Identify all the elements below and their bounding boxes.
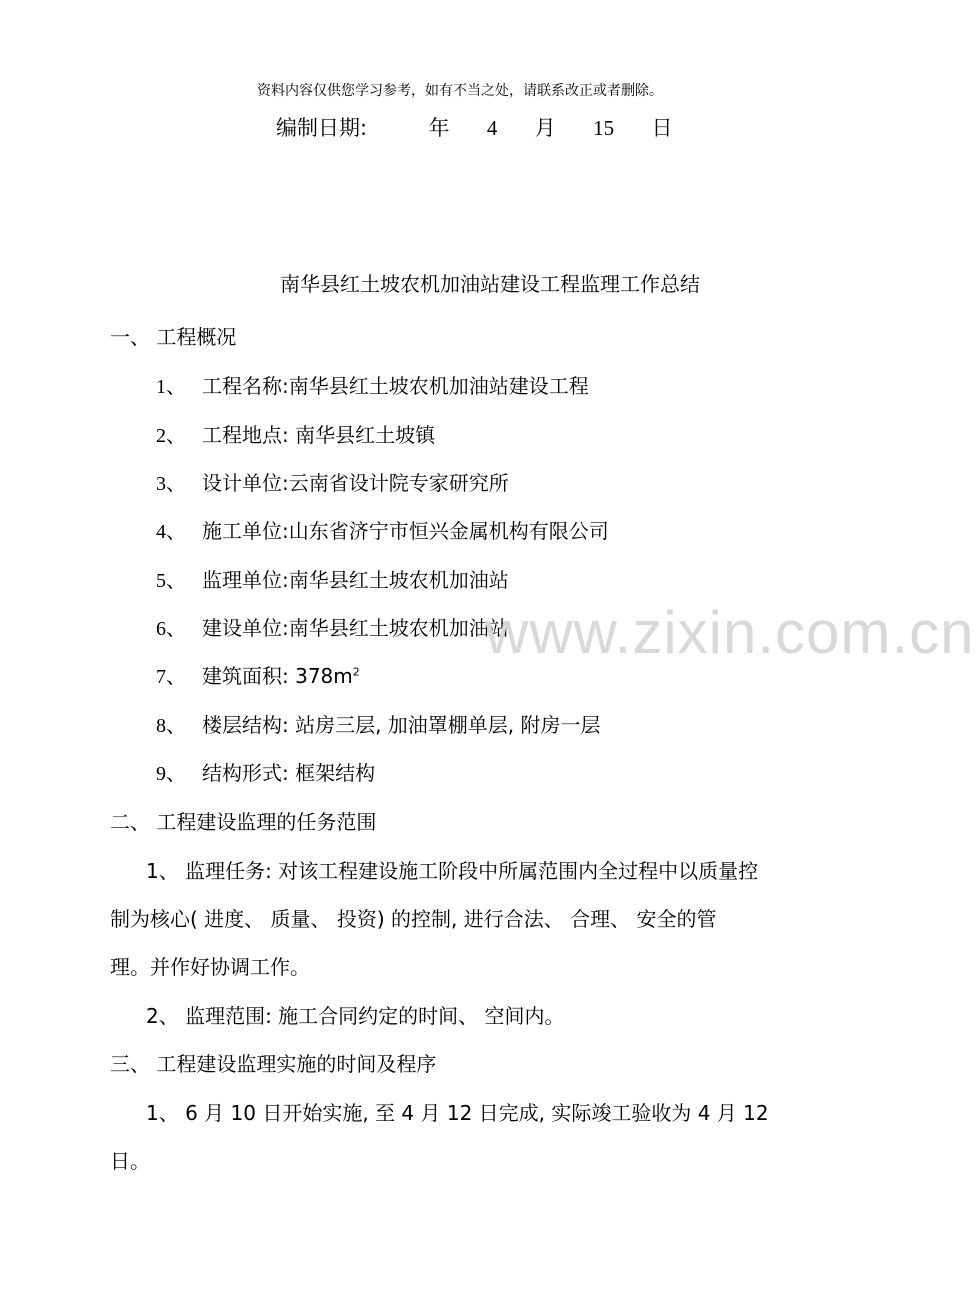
item-number: 9、 — [156, 763, 186, 785]
section2-heading: 二、 工程建设监理的任务范围 — [110, 810, 377, 834]
list-item — [156, 709, 601, 738]
item-number: 3、 — [156, 473, 186, 495]
list-item — [156, 419, 435, 448]
item-number: 8、 — [156, 715, 186, 737]
item-number: 7、 — [156, 666, 186, 688]
disclaimer-notice: 资料内容仅供您学习参考，如有不当之处，请联系改正或者删除。 — [257, 83, 663, 99]
date-year-label: 年 — [428, 116, 450, 140]
date-month-label: 月 — [534, 116, 556, 140]
date-month: 4 — [486, 116, 498, 140]
item-text: 建筑面积: 378m — [202, 664, 353, 688]
date-label: 编制日期: — [276, 116, 368, 140]
item-text: 结构形式: 框架结构 — [202, 761, 376, 785]
section3-heading: 三、 工程建设监理实施的时间及程序 — [110, 1052, 437, 1076]
date-day-label: 日 — [651, 116, 673, 140]
paragraph-line: 制为核心( 进度、 质量、 投资) 的控制, 进行合法、 合理、 安全的管 — [110, 907, 717, 931]
superscript: 2 — [352, 665, 360, 679]
list-item — [156, 612, 509, 641]
item-text: 建设单位:南华县红土坡农机加油站 — [202, 616, 509, 640]
list-item — [156, 370, 589, 399]
paragraph-line: 1、 监理任务: 对该工程建设施工阶段中所属范围内全过程中以质量控 — [146, 859, 759, 883]
list-item — [156, 564, 509, 593]
watermark: www.zixin.com.cn — [485, 599, 975, 666]
item-text: 设计单位:云南省设计院专家研究所 — [202, 471, 509, 495]
item-text: 施工单位:山东省济宁市恒兴金属机构有限公司 — [202, 519, 609, 543]
item-text: 工程地点: 南华县红土坡镇 — [202, 423, 436, 447]
paragraph-line: 理。并作好协调工作。 — [110, 955, 310, 979]
paragraph-line: 1、 6 月 10 日开始实施, 至 4 月 12 日完成, 实际竣工验收为 4 月 12 — [146, 1101, 769, 1125]
paragraph-line: 2、 监理范围: 施工合同约定的时间、 空间内。 — [146, 1004, 565, 1028]
list-item — [156, 467, 509, 496]
item-text: 监理单位:南华县红土坡农机加油站 — [202, 568, 509, 592]
item-number: 1、 — [156, 376, 186, 398]
item-text: 工程名称:南华县红土坡农机加油站建设工程 — [202, 374, 589, 398]
item-number: 4、 — [156, 521, 186, 543]
compile-date — [276, 112, 672, 142]
document-title: 南华县红土坡农机加油站建设工程监理工作总结 — [280, 272, 700, 296]
item-number: 5、 — [156, 570, 186, 592]
list-item — [156, 515, 609, 544]
item-number: 2、 — [156, 425, 186, 447]
list-item — [156, 660, 360, 689]
paragraph-line: 日。 — [110, 1149, 150, 1173]
date-day: 15 — [593, 116, 615, 140]
item-text: 楼层结构: 站房三层, 加油罩棚单层, 附房一层 — [202, 713, 601, 737]
item-number: 6、 — [156, 618, 186, 640]
section1-heading: 一、 工程概况 — [110, 325, 237, 349]
list-item — [156, 757, 375, 786]
